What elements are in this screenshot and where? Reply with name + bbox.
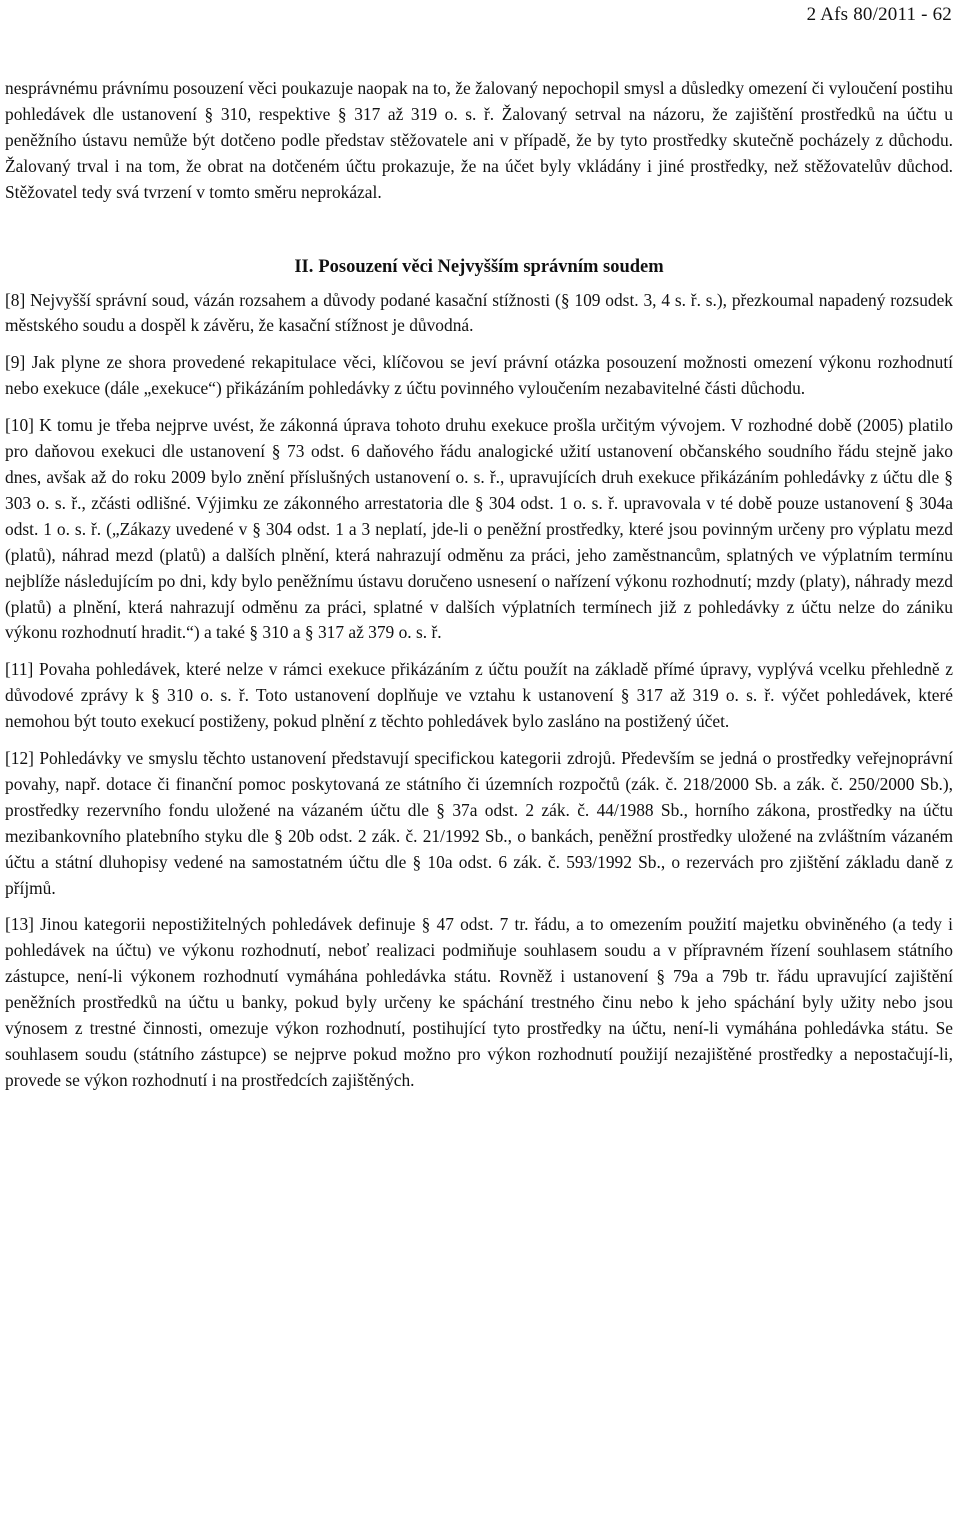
case-reference: 2 Afs 80/2011 - 62 xyxy=(806,4,952,25)
paragraph-10: [10] K tomu je třeba nejprve uvést, že zákonná úprava tohoto druhu exekuce prošla určitým vývojem. V rozhodné době (2005) platilo pro daňovou exekuci dle ustanovení § 73 odst. 6 daňového řádu analogické užití ustanovení občanského soudního řádu stejně jako dnes, avšak až do roku 2009 bylo znění příslušných ustanovení o. s. ř., upravujících druh exekuce přikázáním pohledávky z účtu dle § 303 o. s. ř., zčásti odlišné. Výjimku ze zákonného arrestatoria dle § 304 odst. 1 o. s. ř. upravovala v té době pouze ustanovení § 304a odst. 1 o. s. ř. („Zákazy uvedené v § 304 odst. 1 a 3 neplatí, jde-li o peněžní prostředky, které jsou povinným určeny pro výplatu mezd (platů), náhrad mezd (platů) a dalších plnění, která nahrazují odměnu za práci, jeho zaměstnancům, splatných ve výplatním termínu nejblíže následujícím po dni, kdy bylo peněžnímu ústavu doručeno usnesení o nařízení výkonu rozhodnutí; mzdy (platy), náhrady mezd (platů) a plnění, která nahrazují odměnu za práci, splatné v dalších výplatních termínech již z pohledávky z účtu nelze do zániku výkonu rozhodnutí hradit.“) a také § 310 a § 317 až 379 o. s. ř. xyxy=(5,415,953,643)
paragraph-13: [13] Jinou kategorii nepostižitelných pohledávek definuje § 47 odst. 7 tr. řádu, a to omezením použití majetku obviněného (a tedy i pohledávek na účtu) ve výkonu rozhodnutí, neboť realizaci podmiňuje souhlasem soudu a v přípravném řízení souhlasem státního zástupce, není-li výkonem rozhodnutí vymáhána pohledávka státu. Rovněž i ustanovení § 79a a 79b tr. řádu upravující zajištění peněžních prostředků na účtu u banky, pokud byly určeny ke spáchání trestného činu nebo k jeho spáchání byly užity nebo jsou výnosem z trestné činnosti, omezuje výkon rozhodnutí, postihující tyto prostředky na účtu, není-li vymáhána pohledávka státu. Se souhlasem soudu (státního zástupce) se nejprve pokud možno pro výkon rozhodnutí použijí nezajištěné prostředky a nepostačují-li, provede se výkon rozhodnutí i na prostředcích zajištěných. xyxy=(5,914,953,1090)
document-body xyxy=(5,76,953,1094)
paragraph-intro: nesprávnému právnímu posouzení věci poukazuje naopak na to, že žalovaný nepochopil smysl a důsledky omezení či vyloučení postihu pohledávek dle ustanovení § 310, respektive § 317 až 319 o. s. ř. Žalovaný setrval na názoru, že zajištění prostředků na účtu u peněžního ústavu nemůže být dotčeno podle představ stěžovatele ani v případě, že by tyto prostředky skutečně pocházely z důchodu. Žalovaný trval i na tom, že obrat na dotčeném účtu prokazuje, že na účet byly vkládány i jiné prostředky, než stěžovatelův důchod. Stěžovatel tedy svá tvrzení v tomto směru neprokázal. xyxy=(5,78,953,202)
section-number: II. xyxy=(294,256,314,277)
section-title: Posouzení věci Nejvyšším správním soudem xyxy=(318,256,664,277)
paragraph-9: [9] Jak plyne ze shora provedené rekapitulace věci, klíčovou se jeví právní otázka posouzení možnosti omezení výkonu rozhodnutí nebo exekuce (dále „exekuce“) přikázáním pohledávky z účtu povinného vyloučením nezabavitelné části důchodu. xyxy=(5,352,953,399)
paragraph-12: [12] Pohledávky ve smyslu těchto ustanovení představují specifickou kategorii zdrojů. Především se jedná o prostředky veřejnoprávní povahy, např. dotace či finanční pomoc poskytovaná ze státního či územních rozpočtů (zák. č. 218/2000 Sb. a zák. č. 250/2000 Sb.), prostředky rezervního fondu uložené na vázaném účtu dle § 37a odst. 2 zák. č. 44/1988 Sb., horního zákona, prostředky na účtu mezibankovního platebního styku dle § 20b odst. 2 zák. č. 21/1992 Sb., o bankách, peněžní prostředky uložené na zvláštním vázaném účtu a státní dluhopisy vedené na samostatném účtu dle § 10a odst. 6 zák. č. 593/1992 Sb., o rezervách pro zjištění základu daně z příjmů. xyxy=(5,748,953,898)
spacer xyxy=(5,206,953,254)
section-heading xyxy=(5,254,953,280)
paragraph-8: [8] Nejvyšší správní soud, vázán rozsahem a důvody podané kasační stížnosti (§ 109 odst. 3, 4 s. ř. s.), přezkoumal napadený rozsudek městského soudu a dospěl k závěru, že kasační stížnost je důvodná. xyxy=(5,289,953,336)
paragraph-11: [11] Povaha pohledávek, které nelze v rámci exekuce přikázáním z účtu použít na základě přímé úpravy, vyplývá vcelku přehledně z důvodové zprávy k § 310 o. s. ř. Toto ustanovení doplňuje ve vztahu k ustanovení § 317 až 319 o. s. ř. výčet pohledávek, které nemohou být touto exekucí postiženy, pokud plnění z těchto pohledávek bylo zasláno na postižený účet. xyxy=(5,659,953,732)
